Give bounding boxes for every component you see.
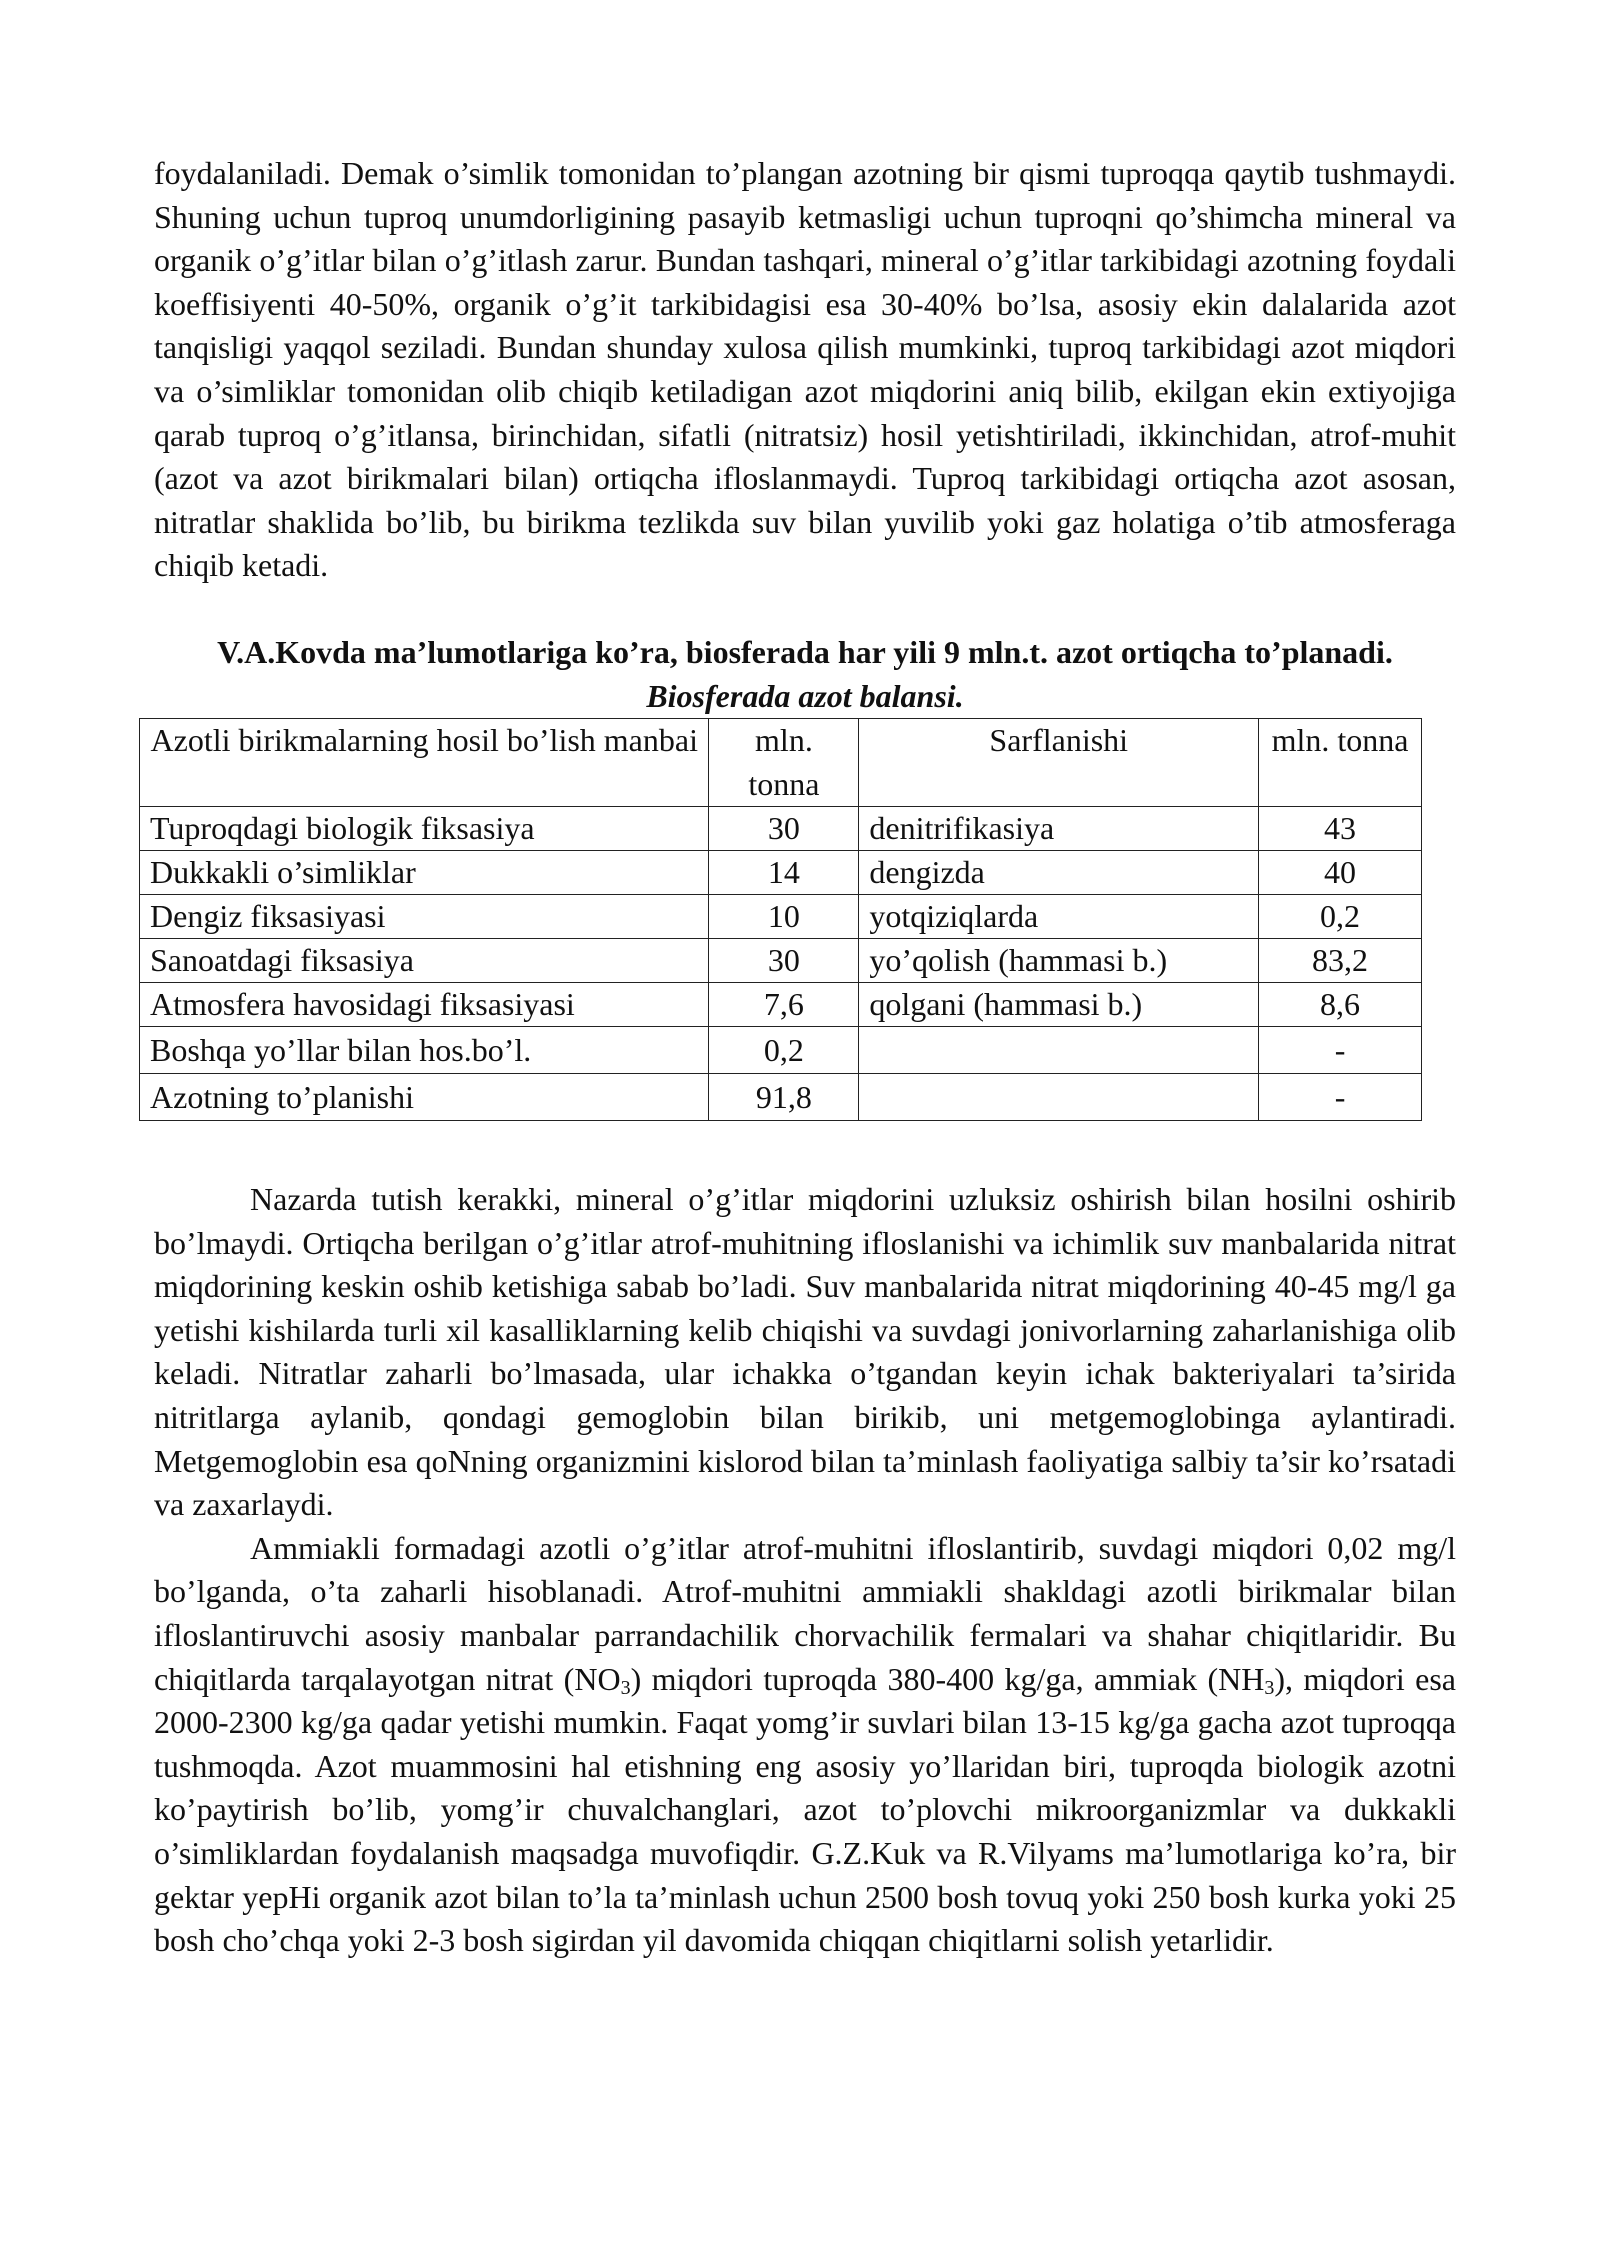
consumption-cell <box>859 1074 1259 1121</box>
paragraph-ammonia <box>154 1527 1456 1963</box>
consumption-cell: qolgani (hammasi b.) <box>859 983 1259 1027</box>
consumption-amount-cell: 83,2 <box>1259 939 1422 983</box>
consumption-amount-cell: 40 <box>1259 851 1422 895</box>
consumption-amount-cell: - <box>1259 1074 1422 1121</box>
source-amount-cell: 10 <box>709 895 859 939</box>
body-text-block <box>154 1178 1456 1963</box>
consumption-cell <box>859 1027 1259 1074</box>
source-amount-cell: 14 <box>709 851 859 895</box>
header-source: Azotli birikmalarning hosil bo’lish manbai <box>140 719 709 807</box>
consumption-amount-cell: 0,2 <box>1259 895 1422 939</box>
intro-paragraph: foydalaniladi. Demak o’simlik tomonidan to’plangan azotning bir qismi tuproqqa qaytib tushmaydi. Shuning uchun tuproq unumdorligining pasayib ketmasligi uchun tuproqni qo’shimcha mineral va organik o’g’itlar bilan o’g’itlash zarur. Bundan tashqari, mineral o’g’itlar tarkibidagi azotning foydali koeffisiyenti 40-50%, organik o’g’it tarkibidagisi esa 30-40% bo’lsa, asosiy ekin dalalarida azot tanqisligi yaqqol seziladi. Bundan shunday xulosa qilish mumkinki, tuproq tarkibidagi azot miqdori va o’simliklar tomonidan olib chiqib ketiladigan azot miqdorini aniq bilib, ekilgan ekin extiyojiga qarab tuproq o’g’itlansa, birinchidan, sifatli (nitratsiz) hosil yetishtiriladi, ikkinchidan, atrof-muhit (azot va azot birikmalari bilan) ortiqcha ifloslanmaydi. Tuproq tarkibidagi ortiqcha azot asosan, nitratlar shaklida bo’lib, bu birikma tezlikda suv bilan yuvilib yoki gaz holatiga o’tib atmosferaga chiqib ketadi. <box>154 155 1456 584</box>
header-consumption: Sarflanishi <box>859 719 1259 807</box>
source-amount-cell: 30 <box>709 939 859 983</box>
consumption-amount-cell: 43 <box>1259 807 1422 851</box>
source-cell: Atmosfera havosidagi fiksasiyasi <box>140 983 709 1027</box>
intro-text-block <box>154 152 1456 588</box>
source-amount-cell: 91,8 <box>709 1074 859 1121</box>
table-title-italic: Biosferada azot balansi. <box>646 677 964 714</box>
table-row <box>140 895 1422 939</box>
subscript-nh3: 3 <box>1264 1676 1275 1699</box>
table-row <box>140 983 1422 1027</box>
consumption-amount-cell: 8,6 <box>1259 983 1422 1027</box>
table-row-total <box>140 1074 1422 1121</box>
source-cell: Dukkakli o’simliklar <box>140 851 709 895</box>
source-cell: Boshqa yo’llar bilan hos.bo’l. <box>140 1027 709 1074</box>
source-cell: Tuproqdagi biologik fiksasiya <box>140 807 709 851</box>
header-consumption-amount: mln. tonna <box>1259 719 1422 807</box>
source-cell: Dengiz fiksasiyasi <box>140 895 709 939</box>
consumption-cell: denitrifikasiya <box>859 807 1259 851</box>
paragraph-ammonia-part2: ) miqdori tuproqda 380-400 kg/ga, ammiak (NH <box>630 1660 1265 1697</box>
source-amount-cell: 0,2 <box>709 1027 859 1074</box>
consumption-cell: yo’qolish (hammasi b.) <box>859 939 1259 983</box>
subscript-no3: 3 <box>620 1676 631 1699</box>
table-header-row <box>140 719 1422 807</box>
source-cell: Azotning to’planishi <box>140 1074 709 1121</box>
table-row <box>140 939 1422 983</box>
source-amount-cell: 7,6 <box>709 983 859 1027</box>
paragraph-ammonia-part1: Ammiakli formadagi azotli o’g’itlar atrof-muhitni ifloslantirib, suvdagi miqdori 0,02 mg/l bo’lganda, o’ta zaharli hisoblanadi. Atrof-muhitni ammiakli shakldagi azotli birikmalar bilan ifloslantiruvchi asosiy manbalar parrandachilik chorvachilik fermalari va shahar chiqitlaridir. Bu chiqitlarda tarqalayotgan nitrat (NO <box>154 1529 1456 1697</box>
source-cell: Sanoatdagi fiksasiya <box>140 939 709 983</box>
consumption-cell: yotqiziqlarda <box>859 895 1259 939</box>
consumption-amount-cell: - <box>1259 1027 1422 1074</box>
table-row <box>140 851 1422 895</box>
table-heading <box>154 631 1456 718</box>
paragraph-ammonia-part3: ), miqdori esa 2000-2300 kg/ga qadar yetishi mumkin. Faqat yomg’ir suvlari bilan 13-15 kg/ga gacha azot tuproqqa tushmoqda. Azot muammosini hal etishning eng asosiy yo’llaridan biri, tuproqda biologik azotni ko’paytirish bo’lib, yomg’ir chuvalchanglari, azot to’plovchi mikroorganizmlar va dukkakli o’simliklardan foydalanish maqsadga muvofiqdir. G.Z.Kuk va R.Vilyams ma’lumotlariga ko’ra, bir gektar yepHi organik azot bilan to’la ta’minlash uchun 2500 bosh tovuq yoki 250 bosh kurka yoki 25 bosh cho’chqa yoki 2-3 bosh sigirdan yil davomida chiqqan chiqitlarni solish yetarlidir. <box>154 1660 1457 1959</box>
source-amount-cell: 30 <box>709 807 859 851</box>
header-source-amount: mln. tonna <box>709 719 859 807</box>
table-heading-bold: V.A.Kovda ma’lumotlariga ko’ra, biosferada har yili 9 mln.t. azot ortiqcha to’planadi. <box>217 634 1393 670</box>
consumption-cell: dengizda <box>859 851 1259 895</box>
paragraph-nitrates: Nazarda tutish kerakki, mineral o’g’itlar miqdorini uzluksiz oshirish bilan hosilni oshirib bo’lmaydi. Ortiqcha berilgan o’g’itlar atrof-muhitning ifloslanishi va ichimlik suv manbalarida nitrat miqdorining keskin oshib ketishiga sabab bo’ladi. Suv manbalarida nitrat miqdorining 40-45 mg/l ga yetishi kishilarda turli xil kasalliklarning kelib chiqishi va suvdagi jonivorlarning zaharlanishiga olib keladi. Nitratlar zaharli bo’lmasada, ular ichakka o’tgandan keyin ichak bakteriyalari ta’sirida nitritlarga aylanib, qondagi gemoglobin bilan birikib, uni metgemoglobinga aylantiradi. Metgemoglobin esa qoNning organizmini kislorod bilan ta’minlash faoliyatiga salbiy ta’sir ko’rsatadi va zaxarlaydi. <box>154 1181 1456 1523</box>
table-row <box>140 807 1422 851</box>
nitrogen-balance-table <box>139 718 1422 1121</box>
table-row <box>140 1027 1422 1074</box>
